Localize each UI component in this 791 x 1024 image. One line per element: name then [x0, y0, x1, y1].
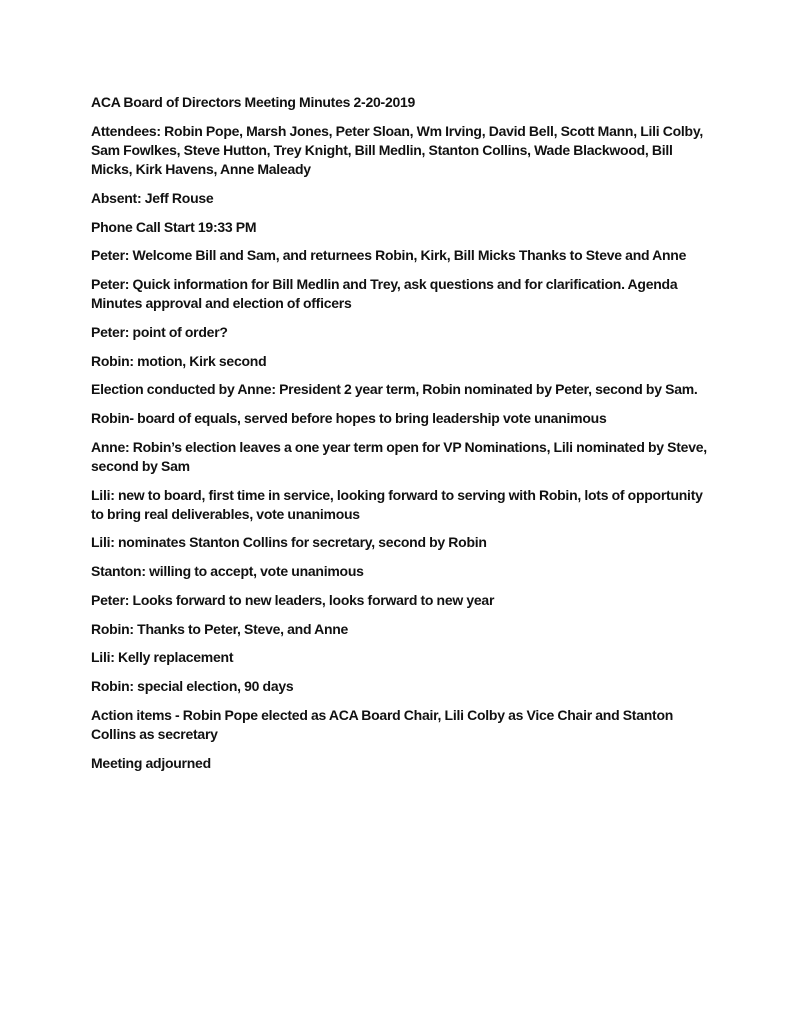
- paragraph-lili-kelly-replacement: Lili: Kelly replacement: [91, 649, 234, 666]
- paragraph-meeting-adjourned: Meeting adjourned: [91, 754, 211, 771]
- paragraph-attendees: Attendees: Robin Pope, Marsh Jones, Peter Sloan, Wm Irving, David Bell, Scott Mann, Lili Colby, Sam Fowlkes, Steve Hutton, Trey Knight, Bill Medlin, Stanton Collins, Wade Blackwood, Bill Micks, Kirk Havens, Anne Maleady: [91, 122, 703, 178]
- paragraph-lili-new-to-board: Lili: new to board, first time in service, looking forward to serving with Robin, lots of opportunity to bring real deliverables, vote unanimous: [91, 486, 703, 522]
- paragraph-peter-quick-information: Peter: Quick information for Bill Medlin and Trey, ask questions and for clarification. Agenda Minutes approval and election of officers: [91, 275, 678, 312]
- paragraph-stanton-accept: Stanton: willing to accept, vote unanimous: [91, 563, 364, 580]
- paragraph-robin-board-of-equals: Robin- board of equals, served before hopes to bring leadership vote unanimous: [91, 409, 607, 426]
- paragraph-robin-special-election: Robin: special election, 90 days: [91, 677, 294, 694]
- paragraph-robin-motion: Robin: motion, Kirk second: [91, 352, 267, 369]
- paragraph-robin-thanks: Robin: Thanks to Peter, Steve, and Anne: [91, 620, 349, 637]
- paragraph-peter-new-leaders: Peter: Looks forward to new leaders, looks forward to new year: [91, 591, 495, 608]
- doc-title: ACA Board of Directors Meeting Minutes 2-20-2019: [91, 94, 416, 110]
- paragraph-anne-vp-nominations: Anne: Robin’s election leaves a one year term open for VP Nominations, Lili nominated by Steve, second by Sam: [91, 438, 707, 474]
- paragraph-peter-point-of-order: Peter: point of order?: [91, 323, 228, 340]
- paragraph-phone-call-start: Phone Call Start 19:33 PM: [91, 218, 257, 235]
- paragraph-action-items: Action items - Robin Pope elected as ACA Board Chair, Lili Colby as Vice Chair and Stanton Collins as secretary: [91, 706, 674, 742]
- paragraph-peter-welcome: Peter: Welcome Bill and Sam, and returnees Robin, Kirk, Bill Micks Thanks to Steve and Anne: [91, 247, 687, 264]
- meeting-minutes-document: [91, 93, 707, 773]
- paragraph-absent: Absent: Jeff Rouse: [91, 189, 214, 206]
- paragraph-lili-nominates-stanton: Lili: nominates Stanton Collins for secretary, second by Robin: [91, 534, 487, 551]
- paragraph-election-conducted: Election conducted by Anne: President 2 year term, Robin nominated by Peter, second by Sam.: [91, 381, 698, 398]
